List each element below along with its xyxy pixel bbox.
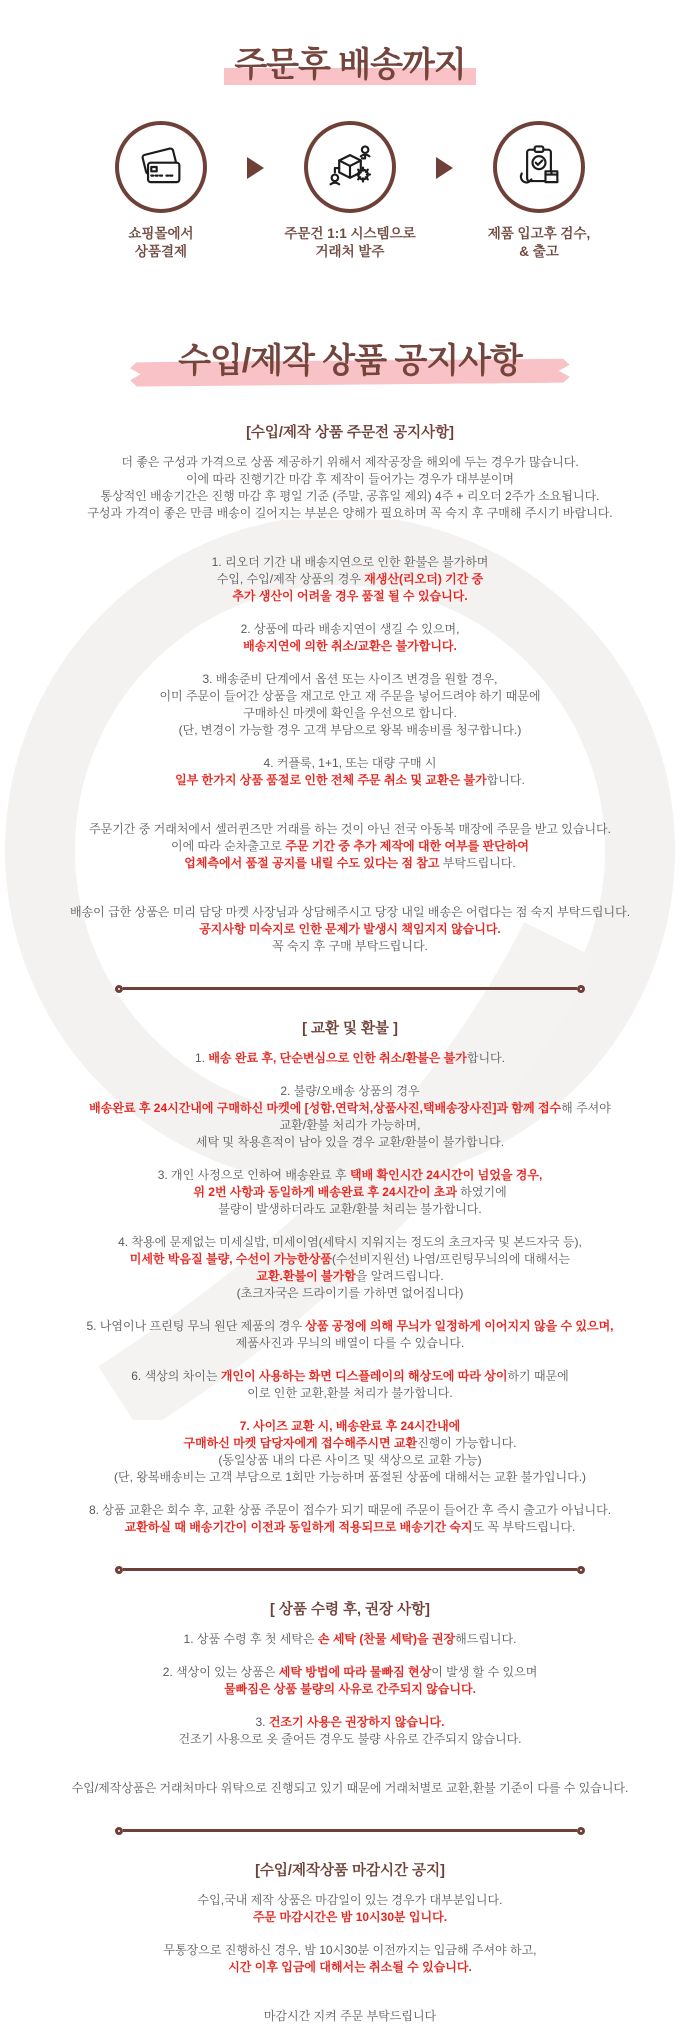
step-caption <box>266 225 434 261</box>
text-segment: 진행이 가능합니다. <box>417 1435 517 1450</box>
paragraph <box>0 755 700 789</box>
text-segment: 이에 따라 진행기간 마감 후 제작이 들어가는 경우가 대부분이며 <box>185 471 515 486</box>
text-line <box>0 1942 700 1959</box>
divider-line <box>123 987 577 990</box>
title-label: 수입/제작 상품 공지사항 <box>178 341 522 380</box>
text-segment: 구매하신 마켓 담당자에게 접수해주시면 교환 <box>183 1435 418 1450</box>
text-line <box>0 1268 700 1285</box>
section-heading: [ 상품 수령 후, 권장 사항] <box>270 1601 430 1618</box>
text-line <box>0 1664 700 1681</box>
text-segment: 건조기 사용은 권장하지 않습니다. <box>268 1714 445 1729</box>
text-segment: (단, 왕복배송비는 고객 부담으로 1회만 가능하며 품절된 상품에 대해서는 교환 불가입니다.) <box>114 1469 586 1484</box>
divider-end-circle <box>115 1566 123 1574</box>
text-line <box>0 1452 700 1469</box>
text-segment: 상품 공정에 의해 무늬가 일정하게 이어지지 않을 수 있으며, <box>305 1318 614 1333</box>
caption-line: 쇼핑몰에서 <box>128 226 194 242</box>
paragraph <box>0 1418 700 1486</box>
text-line <box>0 1418 700 1435</box>
text-line <box>0 838 700 855</box>
section-heading: [수입/제작상품 마감시간 공지] <box>255 1862 445 1879</box>
text-line <box>0 505 700 522</box>
paragraph <box>0 454 700 522</box>
text-segment: 구매하신 마켓에 확인을 우선으로 합니다. <box>243 705 457 720</box>
process-step-inspection <box>455 121 623 261</box>
text-segment: 3. 개인 사정으로 인하여 배송완료 후 <box>157 1167 350 1182</box>
text-line <box>0 755 700 772</box>
text-segment: 하였기에 <box>456 1184 507 1199</box>
notice-sections <box>0 421 700 2025</box>
title-text <box>234 46 465 85</box>
paragraph <box>0 1234 700 1302</box>
text-line <box>0 1385 700 1402</box>
text-line <box>0 1681 700 1698</box>
title-text <box>178 342 522 381</box>
text-segment: 무통장으로 진행하신 경우, 밤 10시30분 이전까지는 입금해 주셔야 하고, <box>163 1942 537 1957</box>
text-segment: 이미 주문이 들어간 상품을 재고로 안고 재 주문을 넣어드려야 하기 때문에 <box>159 688 541 703</box>
text-segment: 재생산(리오더) 기간 중 <box>364 571 484 586</box>
text-line <box>0 471 700 488</box>
text-line <box>0 1469 700 1486</box>
section-divider <box>115 1566 585 1574</box>
text-line <box>0 938 700 955</box>
credit-card-icon <box>115 121 207 213</box>
text-line <box>0 1631 700 1648</box>
text-segment: 건조기 사용으로 옷 줄어든 경우도 불량 사유로 간주되지 않습니다. <box>178 1731 522 1746</box>
text-segment: 7. 사이즈 교환 시, 배송완료 후 24시간내에 <box>239 1418 461 1433</box>
text-line <box>0 1780 700 1797</box>
step-caption <box>455 225 623 261</box>
text-segment: 더 좋은 구성과 가격으로 상품 제공하기 위해서 제작공장을 해외에 두는 경우가 많습니다. <box>121 454 579 469</box>
text-segment: 택배 확인시간 24시간이 넘었을 경우, <box>350 1167 543 1182</box>
text-line <box>0 2008 700 2025</box>
text-segment: 수입,국내 제작 상품은 마감일이 있는 경우가 대부분입니다. <box>197 1892 503 1907</box>
text-line <box>0 454 700 471</box>
text-line <box>0 688 700 705</box>
paragraph <box>0 1631 700 1648</box>
caption-line: 제품 입고후 검수, <box>487 226 591 242</box>
text-line <box>0 1285 700 1302</box>
text-line <box>0 722 700 739</box>
text-line <box>0 638 700 655</box>
text-segment: 6. 색상의 차이는 <box>131 1368 221 1383</box>
text-segment: 배송이 급한 상품은 미리 담당 마켓 사장님과 상담해주시고 당장 내일 배송은 어렵다는 점 숙지 부탁드립니다. <box>69 904 631 919</box>
text-line <box>0 554 700 571</box>
paragraph <box>0 1318 700 1352</box>
text-segment: 공지사항 미숙지로 인한 문제가 발생시 책임지지 않습니다. <box>199 921 501 936</box>
paragraph <box>0 1502 700 1536</box>
paragraph <box>0 2008 700 2025</box>
text-line <box>0 1117 700 1134</box>
text-line <box>0 1892 700 1909</box>
text-segment: 통상적인 배송기간은 진행 마감 후 평일 기준 (주말, 공휴일 제외) 4주 + 리오더 2주가 소요됩니다. <box>100 488 600 503</box>
paragraph <box>0 1167 700 1218</box>
text-line <box>0 1234 700 1251</box>
order-system-icon <box>304 121 396 213</box>
text-segment: 수입, 수입/제작 상품의 경우 <box>216 571 365 586</box>
section-heading: [ 교환 및 환불 ] <box>302 1020 398 1037</box>
text-segment: 일부 한가지 상품 품절로 인한 전체 주문 취소 및 교환은 불가 <box>175 772 487 787</box>
paragraph <box>0 671 700 739</box>
paragraph <box>0 1942 700 1976</box>
text-segment: 해드립니다. <box>455 1631 517 1646</box>
text-segment: 불량이 발생하더라도 교환/환불 처리는 불가합니다. <box>218 1201 482 1216</box>
text-segment: 물빠짐은 상품 불량의 사유로 간주되지 않습니다. <box>224 1681 476 1696</box>
text-segment: 합니다. <box>466 1050 505 1065</box>
page-title-order-to-delivery <box>0 46 700 85</box>
text-line <box>0 1134 700 1151</box>
process-step-order-system <box>266 121 434 261</box>
paragraph <box>0 621 700 655</box>
text-segment: 교환.환불이 불가함 <box>256 1268 356 1283</box>
section-divider <box>115 1827 585 1835</box>
text-segment: 주문 기간 중 추가 제작에 대한 여부를 판단하여 <box>285 838 529 853</box>
text-segment: (단, 변경이 가능할 경우 고객 부담으로 왕복 배송비를 청구합니다.) <box>178 722 522 737</box>
paragraph <box>0 821 700 872</box>
text-line <box>0 1083 700 1100</box>
text-line <box>0 1502 700 1519</box>
text-line <box>0 1050 700 1067</box>
divider-end-circle <box>577 985 585 993</box>
caption-line: 거래처 발주 <box>315 244 385 260</box>
text-segment: 도 꼭 부탁드립니다. <box>472 1519 576 1534</box>
text-line <box>0 1909 700 1926</box>
text-line <box>0 1201 700 1218</box>
text-line <box>0 1519 700 1536</box>
caption-line: 상품결제 <box>134 244 188 260</box>
step-caption <box>77 225 245 261</box>
section-heading: [수입/제작 상품 주문전 공지사항] <box>246 424 454 441</box>
paragraph <box>0 1780 700 1797</box>
paragraph <box>0 904 700 955</box>
text-segment: 교환/환불 처리가 가능하며, <box>279 1117 421 1132</box>
text-segment: 이 발생 할 수 있으며 <box>431 1664 538 1679</box>
text-segment: 2. 색상이 있는 상품은 <box>162 1664 279 1679</box>
paragraph <box>0 1083 700 1151</box>
text-line <box>0 1731 700 1748</box>
text-segment: 교환하실 때 배송기간이 이전과 동일하게 적용되므로 배송기간 숙지 <box>124 1519 473 1534</box>
text-segment: 1. 상품 수령 후 첫 세탁은 <box>183 1631 318 1646</box>
text-line <box>0 921 700 938</box>
text-segment: 추가 생산이 어려울 경우 품절 될 수 있습니다. <box>232 588 468 603</box>
text-segment: 이에 따라 순차출고로 <box>171 838 286 853</box>
title-label: 주문후 배송까지 <box>234 46 466 84</box>
text-segment: 배송 완료 후, 단순변심으로 인한 취소/환불은 불가 <box>208 1050 467 1065</box>
text-segment: 업체측에서 품절 공지를 내릴 수도 있다는 점 참고 <box>184 855 440 870</box>
divider-end-circle <box>115 1827 123 1835</box>
text-segment: 해 주셔야 <box>561 1100 611 1115</box>
text-segment: 하기 때문에 <box>507 1368 569 1383</box>
divider-end-circle <box>577 1566 585 1574</box>
text-segment: 미세한 박음질 불량, 수선이 가능한상품 <box>129 1251 332 1266</box>
text-segment: (초크자국은 드라이기를 가하면 없어집니다) <box>236 1285 464 1300</box>
text-segment: 꼭 숙지 후 구매 부탁드립니다. <box>272 938 428 953</box>
text-line <box>0 1318 700 1335</box>
text-segment: 위 2번 사항과 동일하게 배송완료 후 24시간이 초과 <box>193 1184 457 1199</box>
text-segment: 손 세탁 (찬물 세탁)을 권장 <box>317 1631 456 1646</box>
text-segment: 주문 마감시간은 밤 10시30분 입니다. <box>252 1909 448 1924</box>
text-line <box>0 588 700 605</box>
text-segment: 1. <box>195 1050 209 1065</box>
section-divider <box>115 985 585 993</box>
text-segment: 배송지연에 의한 취소/교환은 불가합니다. <box>243 638 457 653</box>
text-segment: 마감시간 지켜 주문 부탁드립니다 <box>263 2008 437 2023</box>
arrow-right-icon <box>247 157 264 179</box>
order-process-flow <box>0 121 700 261</box>
process-step-payment <box>77 121 245 261</box>
divider-line <box>123 1829 577 1832</box>
paragraph <box>0 1892 700 1926</box>
text-segment: 수입/제작상품은 거래처마다 위탁으로 진행되고 있기 때문에 거래처별로 교환,환불 기준이 다를 수 있습니다. <box>71 1780 629 1795</box>
text-segment: 4. 커플룩, 1+1, 또는 대량 구매 시 <box>263 755 437 770</box>
text-line <box>0 1184 700 1201</box>
text-segment: 주문기간 중 거래처에서 셀러퀸즈만 거래를 하는 것이 아닌 전국 아동복 매장에 주문을 받고 있습니다. <box>89 821 611 836</box>
text-line <box>0 1435 700 1452</box>
text-segment: 배송완료 후 24시간내에 구매하신 마켓에 [성함,연락처,상품사진,택배송장사진]과 함께 접수 <box>89 1100 562 1115</box>
caption-line: & 출고 <box>519 244 559 260</box>
text-line <box>0 671 700 688</box>
text-segment: 4. 착용에 문제없는 미세실밥, 미세이염(세탁시 지워지는 정도의 초크자국 및 본드자국 등), <box>118 1234 582 1249</box>
text-line <box>0 772 700 789</box>
inspection-icon <box>493 121 585 213</box>
text-segment: (수선비지원선) 나염/프린팅무늬의에 대해서는 <box>331 1251 571 1266</box>
text-line <box>0 621 700 638</box>
text-segment: (동일상품 내의 다른 사이즈 및 색상으로 교환 가능) <box>218 1452 482 1467</box>
text-segment: 3. <box>255 1714 269 1729</box>
arrow-right-icon <box>436 157 453 179</box>
text-segment: 2. 불량/오배송 상품의 경우 <box>280 1083 420 1098</box>
text-segment: 8. 상품 교환은 회수 후, 교환 상품 주문이 접수가 되기 때문에 주문이 들어간 후 즉시 출고가 아닙니다. <box>88 1502 612 1517</box>
text-line <box>0 1167 700 1184</box>
text-line <box>0 855 700 872</box>
text-line <box>0 1714 700 1731</box>
caption-line: 주문건 1:1 시스템으로 <box>284 226 416 242</box>
text-segment: 5. 나염이나 프린팅 무늬 원단 제품의 경우 <box>86 1318 306 1333</box>
text-segment: 세탁 방법에 따라 물빠짐 현상 <box>278 1664 432 1679</box>
text-line <box>0 1335 700 1352</box>
text-segment: 부탁드립니다. <box>439 855 516 870</box>
text-segment: 3. 배송준비 단계에서 옵션 또는 사이즈 변경을 원할 경우, <box>202 671 498 686</box>
text-segment: 이로 인한 교환,환불 처리가 불가합니다. <box>247 1385 453 1400</box>
text-segment: 시간 이후 입금에 대해서는 취소될 수 있습니다. <box>228 1959 472 1974</box>
divider-line <box>123 1568 577 1571</box>
text-line <box>0 571 700 588</box>
text-line <box>0 488 700 505</box>
divider-end-circle <box>115 985 123 993</box>
paragraph <box>0 1050 700 1067</box>
divider-end-circle <box>577 1827 585 1835</box>
paragraph <box>0 1368 700 1402</box>
text-line <box>0 1100 700 1117</box>
text-line <box>0 1251 700 1268</box>
text-line <box>0 705 700 722</box>
paragraph <box>0 1664 700 1698</box>
text-line <box>0 1368 700 1385</box>
text-segment: 구성과 가격이 좋은 만큼 배송이 길어지는 부분은 양해가 필요하며 꼭 숙지 후 구매해 주시기 바랍니다. <box>87 505 613 520</box>
text-segment: 2. 상품에 따라 배송지연이 생길 수 있으며, <box>240 621 460 636</box>
text-segment: 세탁 및 착용흔적이 남아 있을 경우 교환/환불이 불가합니다. <box>195 1134 505 1149</box>
text-segment: 제품사진과 무늬의 배열이 다를 수 있습니다. <box>235 1335 465 1350</box>
text-segment: 합니다. <box>486 772 525 787</box>
text-segment: 을 알려드립니다. <box>355 1268 444 1283</box>
text-segment: 1. 리오더 기간 내 배송지연으로 인한 환불은 불가하며 <box>211 554 489 569</box>
paragraph <box>0 1714 700 1748</box>
text-line <box>0 904 700 921</box>
text-line <box>0 1959 700 1976</box>
paragraph <box>0 554 700 605</box>
page-title-import-notice <box>0 342 700 381</box>
text-segment: 개인이 사용하는 화면 디스플레이의 해상도에 따라 상이 <box>220 1368 508 1383</box>
text-line <box>0 821 700 838</box>
